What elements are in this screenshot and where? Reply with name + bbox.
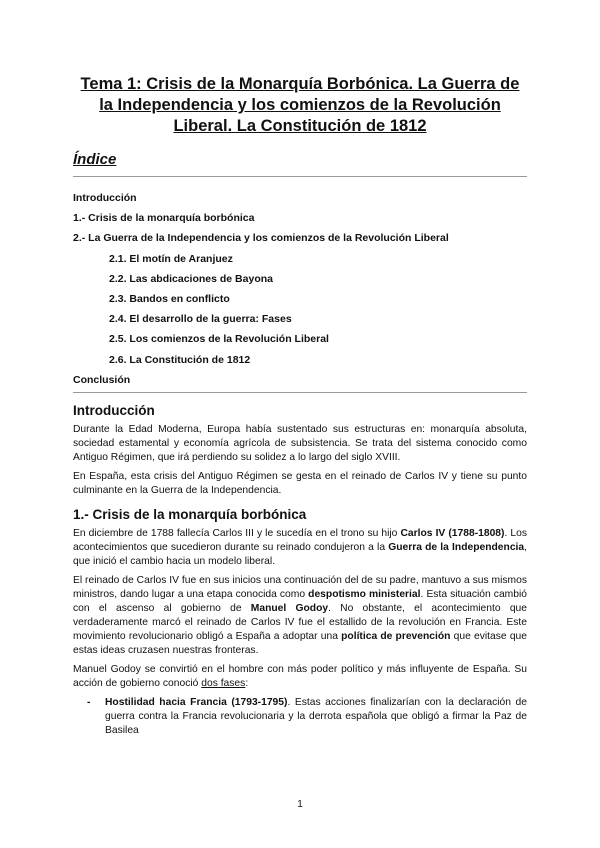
text-run: El reinado de Carlos IV fue en sus inicios una continuación del de su padre, mantuvo a sus mismos ministros, dando lugar a una etapa conocida como [73, 575, 527, 601]
bold-text: despotismo ministerial [308, 589, 421, 601]
dash-bullet: - [87, 697, 91, 709]
text-run: , que inició el cambio hacia un modelo liberal. [73, 542, 528, 568]
bold-text: Guerra de la Independencia [388, 542, 525, 554]
intro-paragraph-1: Durante la Edad Moderna, Europa había sustentado sus estructuras en: monarquía absoluta, sociedad estamental y economía agrícola de subsistencia. Se trata del sistema conocido como Antiguo Régimen, que irá perdiendo su solidez a lo largo del siglo XVIII. [73, 424, 527, 464]
text-run: En diciembre de 1788 fallecía Carlos III y le sucedía en el trono su hijo [73, 528, 401, 540]
toc-subitem: 2.2. Las abdicaciones de Bayona [109, 272, 273, 285]
intro-heading: Introducción [73, 403, 155, 419]
text-run: que evitase que estas ideas cruzasen nuestras fronteras. [73, 631, 527, 657]
text-run: : [245, 678, 249, 690]
page-number: 1 [297, 799, 303, 810]
section-1-paragraph-2 [73, 574, 527, 658]
underlined-text: dos fases [201, 678, 246, 690]
toc-subitem: 2.3. Bandos en conflicto [109, 293, 230, 306]
toc-item: 2.- La Guerra de la Independencia y los comienzos de la Revolución Liberal [73, 232, 449, 245]
toc-subitem: 2.1. El motín de Aranjuez [109, 252, 233, 265]
bold-text: Manuel Godoy [250, 603, 329, 615]
phases-list [73, 696, 527, 738]
text-run: Manuel Godoy se convirtió en el hombre con más poder político y más influyente de España. Su acción de gobierno conoció [73, 664, 527, 690]
text-run: . Esta situación cambió con el ascenso al gobierno de [73, 589, 527, 615]
bold-text: Carlos IV (1788-1808) [400, 528, 505, 540]
toc-item: 1.- Crisis de la monarquía borbónica [73, 212, 255, 225]
section-1-paragraph-1 [73, 527, 527, 569]
index-bottom-rule [73, 392, 527, 393]
toc-subitem: 2.5. Los comienzos de la Revolución Liberal [109, 333, 329, 346]
toc-item: Conclusión [73, 373, 131, 386]
intro-paragraph-2: En España, esta crisis del Antiguo Régimen se gesta en el reinado de Carlos IV y tiene su punto culminante en la Guerra de la Independencia. [73, 471, 527, 497]
text-run: . Los acontecimientos que sucedieron durante su reinado condujeron a la [73, 528, 527, 554]
index-top-rule [73, 176, 527, 177]
section-1-heading: 1.- Crisis de la monarquía borbónica [73, 507, 307, 523]
text-run: . Estas acciones finalizarían con la declaración de guerra contra la Francia revolucionaria y la derrota española que obligó a firmar la Paz de Basilea [105, 697, 527, 737]
document-title: Tema 1: Crisis de la Monarquía Borbónica. La Guerra de la Independencia y los comienzos de la Revolución Liberal. La Constitución de 1812 [80, 75, 520, 135]
text-run: . No obstante, el acontecimiento que verdaderamente marcó el reinado de Carlos IV fue el estallido de la revolución en Francia. Este movimiento revolucionario obligó a España a adoptar una [73, 603, 527, 643]
table-of-contents [73, 188, 527, 390]
toc-subitem: 2.6. La Constitución de 1812 [109, 353, 251, 366]
list-item [87, 696, 527, 738]
index-heading: Índice [73, 151, 117, 168]
section-1-paragraph-3 [73, 663, 527, 691]
bold-text: Hostilidad hacia Francia (1793-1795) [105, 697, 288, 709]
toc-item: Introducción [73, 192, 137, 204]
toc-subitem: 2.4. El desarrollo de la guerra: Fases [109, 313, 292, 326]
bold-text: política de prevención [341, 631, 451, 643]
